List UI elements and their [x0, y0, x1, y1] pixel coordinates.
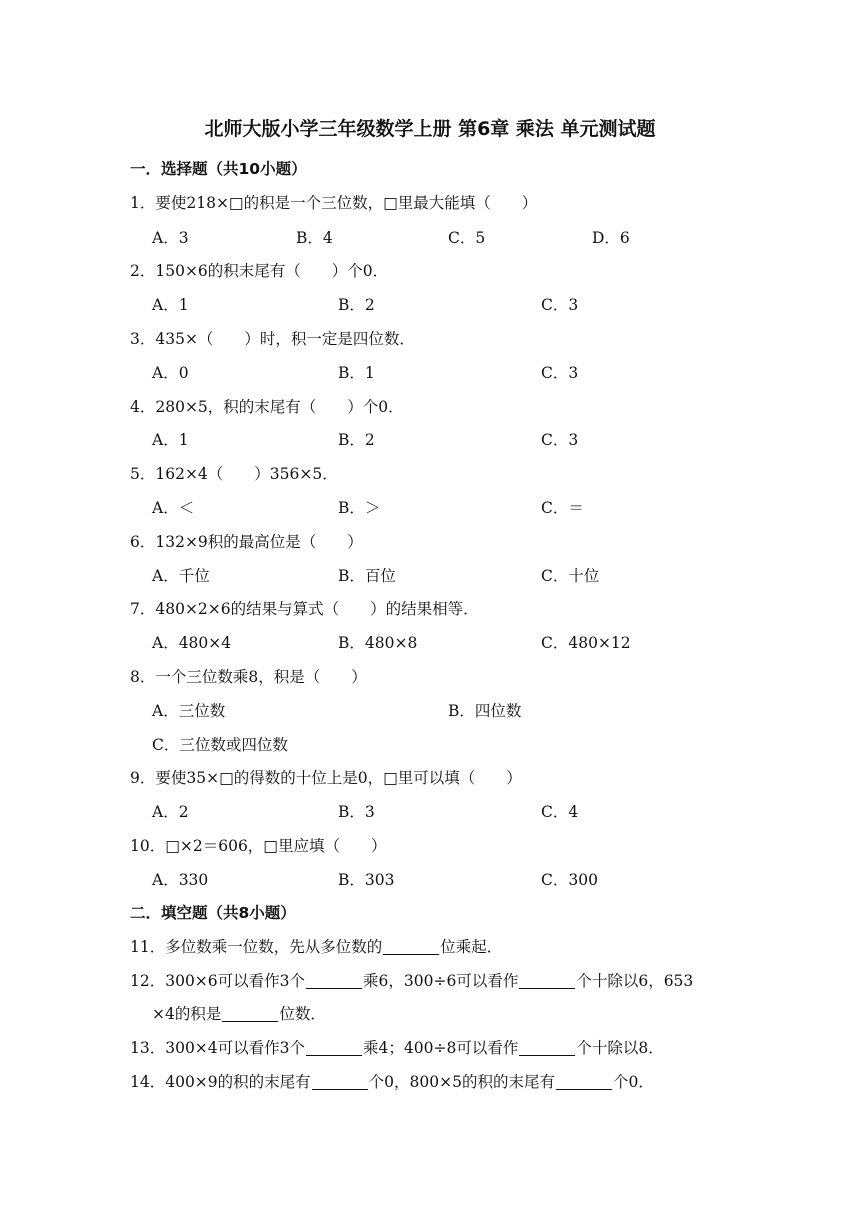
question-6: 6．132×9积的最高位是（ ） [130, 533, 363, 551]
question-8: 8．一个三位数乘8，积是（ ） [130, 668, 367, 686]
q7-option-a: A．480×4 [152, 634, 232, 652]
answer-blank[interactable] [306, 1040, 362, 1057]
q13-text-a: 13．300×4可以看作3个 [130, 1039, 306, 1057]
answer-blank[interactable] [519, 1040, 575, 1057]
answer-blank[interactable] [383, 939, 439, 956]
q9-option-b: B．3 [338, 803, 375, 821]
q1-option-c: C．5 [448, 229, 486, 247]
answer-blank[interactable] [519, 973, 575, 990]
section-heading-fill: 二．填空题（共8小题） [130, 904, 296, 922]
q12-text-a: 12．300×6可以看作3个 [130, 972, 306, 990]
q5-option-b: B．＞ [338, 499, 381, 517]
q11-text-b: 位乘起． [440, 938, 503, 956]
q6-option-b: B．百位 [338, 567, 396, 585]
section-heading-choice: 一．选择题（共10小题） [130, 160, 307, 178]
q14-text-a: 14．400×9的积的末尾有 [130, 1073, 311, 1091]
q6-option-c: C．十位 [541, 567, 600, 585]
q2-option-b: B．2 [338, 296, 375, 314]
q10-option-a: A．330 [152, 871, 209, 889]
q12-text-b: 乘6，300÷6可以看作 [363, 972, 519, 990]
q10-option-b: B．303 [338, 871, 395, 889]
answer-blank[interactable] [556, 1074, 612, 1091]
q14-text-b: 个0，800×5的积的末尾有 [368, 1073, 555, 1091]
q4-option-a: A．1 [152, 431, 189, 449]
question-2: 2．150×6的积末尾有（ ）个0． [130, 262, 389, 280]
q2-option-c: C．3 [541, 296, 579, 314]
question-12-continued [152, 1002, 326, 1024]
q2-option-a: A．1 [152, 296, 189, 314]
q12-text-c: 个十除以6，653 [576, 972, 694, 990]
question-5: 5．162×4（ ）356×5． [130, 465, 338, 483]
q6-option-a: A．千位 [152, 567, 210, 585]
question-9: 9．要使35×□的得数的十位上是0，□里可以填（ ） [130, 769, 522, 787]
q10-option-c: C．300 [541, 871, 598, 889]
q8-option-c: C．三位数或四位数 [152, 736, 288, 754]
question-4: 4．280×5，积的末尾有（ ）个0． [130, 398, 404, 416]
q5-option-a: A．＜ [152, 499, 195, 517]
q12-text-d: ×4的积是 [152, 1005, 222, 1023]
q1-option-d: D．6 [592, 229, 630, 247]
q3-option-a: A．0 [152, 364, 189, 382]
q7-option-b: B．480×8 [338, 634, 418, 652]
q1-option-b: B．4 [296, 229, 333, 247]
question-10: 10．□×2＝606，□里应填（ ） [130, 837, 387, 855]
q12-text-e: 位数． [279, 1005, 326, 1023]
q5-option-c: C．＝ [541, 499, 584, 517]
question-13 [130, 1036, 664, 1058]
q4-option-b: B．2 [338, 431, 375, 449]
q9-option-a: A．2 [152, 803, 189, 821]
question-7: 7．480×2×6的结果与算式（ ）的结果相等． [130, 600, 479, 618]
question-3: 3．435×（ ）时，积一定是四位数． [130, 330, 415, 348]
answer-blank[interactable] [312, 1074, 368, 1091]
q8-option-b: B．四位数 [448, 702, 522, 720]
question-11 [130, 935, 502, 957]
q13-text-b: 乘4；400÷8可以看作 [363, 1039, 519, 1057]
q13-text-c: 个十除以8． [576, 1039, 664, 1057]
q11-text-a: 11．多位数乘一位数，先从多位数的 [130, 938, 383, 956]
q1-option-a: A．3 [152, 229, 189, 247]
q8-option-a: A．三位数 [152, 702, 226, 720]
q14-text-c: 个0． [612, 1073, 654, 1091]
q4-option-c: C．3 [541, 431, 579, 449]
page-title: 北师大版小学三年级数学上册 第6章 乘法 单元测试题 [204, 118, 656, 140]
q7-option-c: C．480×12 [541, 634, 631, 652]
q9-option-c: C．4 [541, 803, 579, 821]
question-12 [130, 969, 693, 991]
question-1: 1．要使218×□的积是一个三位数，□里最大能填（ ） [130, 194, 538, 212]
q3-option-c: C．3 [541, 364, 579, 382]
answer-blank[interactable] [306, 973, 362, 990]
q3-option-b: B．1 [338, 364, 375, 382]
question-14 [130, 1070, 654, 1092]
answer-blank[interactable] [222, 1006, 278, 1023]
